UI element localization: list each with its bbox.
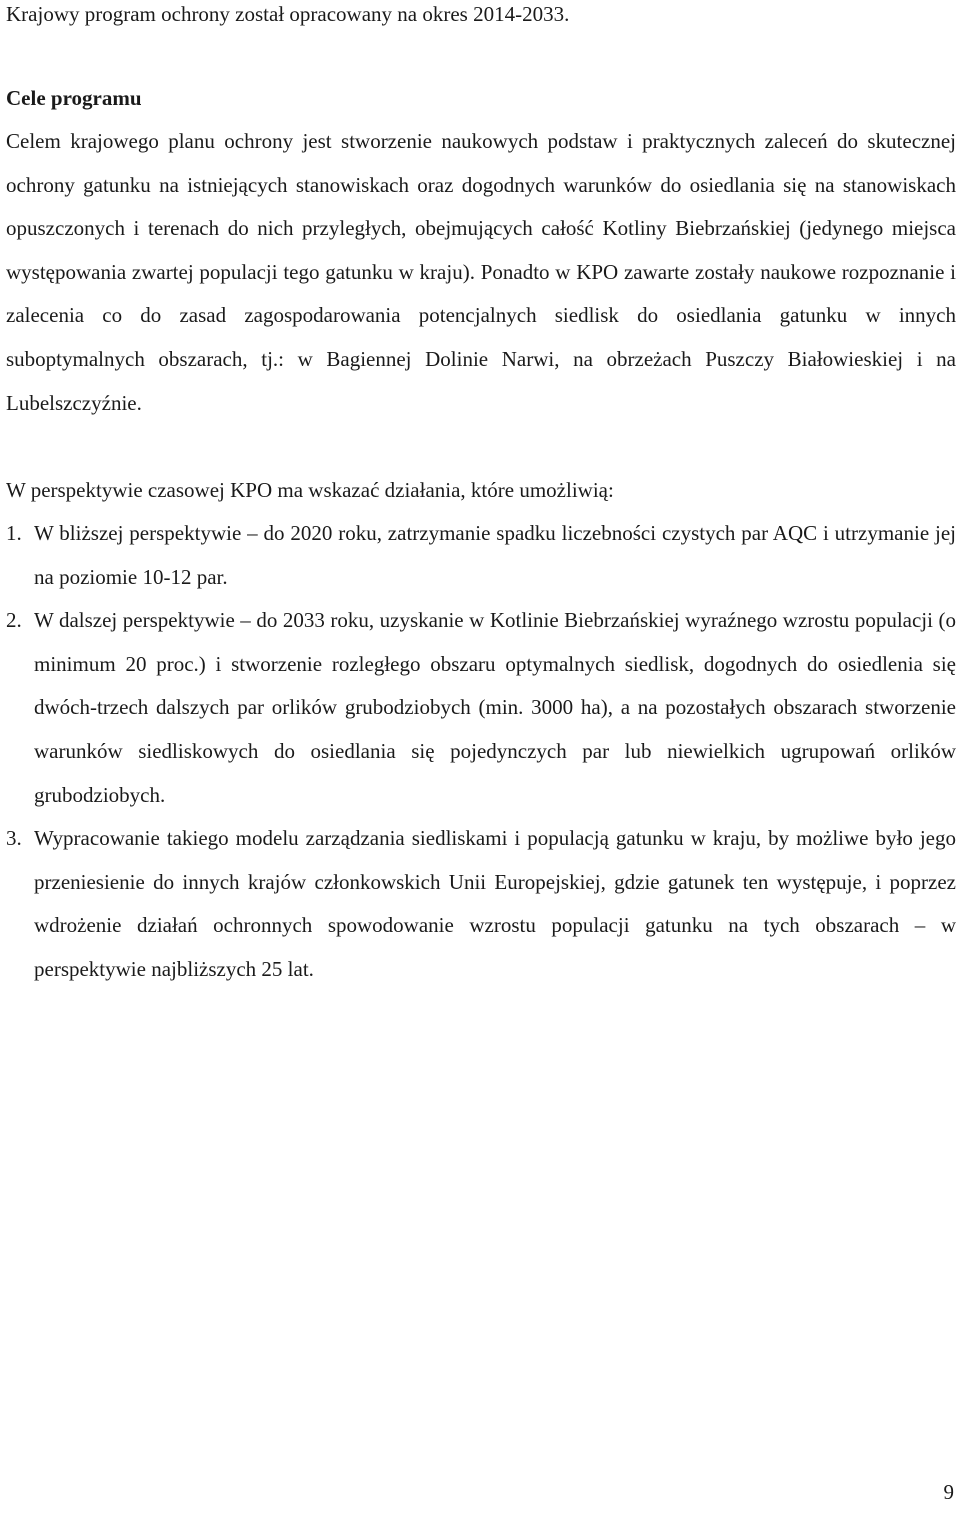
list-item-number: 2.: [6, 608, 22, 633]
list-item-number: 1.: [6, 521, 22, 545]
list-item-text: W bliższej perspektywie – do 2020 roku, zatrzymanie spadku liczebności czystych par AQC i utrzymanie jej na poziomie 10-12 par.: [34, 521, 956, 589]
list-lead: W perspektywie czasowej KPO ma wskazać działania, które umożliwią:: [6, 478, 614, 502]
section-heading: Cele programu: [6, 86, 142, 110]
goals-list: [6, 512, 956, 992]
goals-paragraph: Celem krajowego planu ochrony jest stworzenie naukowych podstaw i praktycznych zaleceń do skutecznej ochrony gatunku na istniejących stanowiskach oraz dogodnych warunków do osiedlania się na stanowiskach opuszczonych i terenach do nich przyległych, obejmujących całość Kotliny Biebrzańskiej (jedynego miejsca występowania zwartej populacji tego gatunku w kraju). Ponadto w KPO zawarte zostały naukowe rozpoznanie i zalecenia co do zasad zagospodarowania potencjalnych siedlisk do osiedlania gatunku w innych suboptymalnych obszarach, tj.: w Bagiennej Dolinie Narwi, na obrzeżach Puszczy Białowieskiej i na Lubelszczyźnie.: [6, 129, 956, 415]
list-item-text: W dalszej perspektywie – do 2033 roku, uzyskanie w Kotlinie Biebrzańskiej wyraźnego wzrostu populacji (o minimum 20 proc.) i stworzenie rozległego obszaru optymalnych siedlisk, dogodnych do osiedlenia się dwóch-trzech dalszych par orlików grubodziobych (min. 3000 ha), a na pozostałych obszarach stworzenie warunków siedliskowych do osiedlania się pojedynczych par lub niewielkich ugrupowań orlików grubodziobych.: [34, 608, 956, 807]
list-item: [6, 599, 956, 817]
list-item: [6, 512, 956, 599]
list-item-text: Wypracowanie takiego modelu zarządzania siedliskami i populacją gatunku w kraju, by możliwe było jego przeniesienie do innych krajów członkowskich Unii Europejskiej, gdzie gatunek ten występuje, i poprzez wdrożenie działań ochronnych spowodowanie wzrostu populacji gatunku na tych obszarach – w perspektywie najbliższych 25 lat.: [34, 826, 956, 981]
list-item-number: 3.: [6, 826, 22, 851]
list-item: [6, 817, 956, 991]
intro-sentence: Krajowy program ochrony został opracowany na okres 2014-2033.: [6, 2, 570, 26]
page-number: 9: [943, 1480, 954, 1504]
